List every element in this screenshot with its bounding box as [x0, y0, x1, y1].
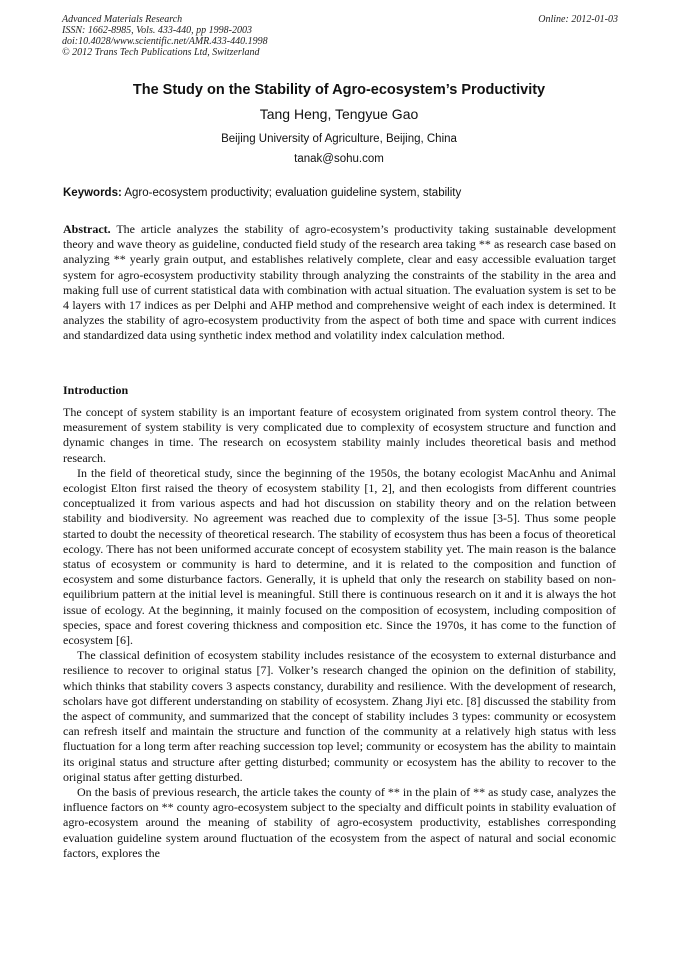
online-date: Online: 2012-01-03: [538, 14, 618, 25]
keywords-text: Agro-ecosystem productivity; evaluation guideline system, stability: [121, 187, 462, 199]
abstract-label: Abstract.: [63, 222, 111, 236]
issn-line: ISSN: 1662-8985, Vols. 433-440, pp 1998-2003: [62, 25, 252, 36]
intro-paragraph: The classical definition of ecosystem stability includes resistance of the ecosystem to external disturbance and resilience to recover to original status [7]. Volker’s research changed the opinion on the definition of stability, which thinks that stability covers 3 aspects constancy, durability and resilience. With the development of research, scholars have got different understanding on stability of ecosystem. Zhang Jiyi etc. [8] discussed the stability from the aspect of community, and summarized that the concept of stability includes 3 types: community or ecosystem can refresh itself and maintain the structure and function of the community at a relatively high status with less fluctuation for a long term after reaching succession top level; community or ecosystem has the ability to maintain its original status and structure after getting disturbed; community or ecosystem has the ability to recover to the original status after getting disturbed.: [63, 648, 616, 784]
author-affiliation: Beijing University of Agriculture, Beijing, China: [221, 133, 457, 145]
introduction-heading: Introduction: [63, 383, 129, 397]
introduction-body: [63, 405, 616, 861]
journal-name: Advanced Materials Research: [62, 14, 183, 25]
intro-paragraph: The concept of system stability is an important feature of ecosystem originated from system control theory. The measurement of system stability is very complicated due to complexity of ecosystem structure and function and dynamic changes in time. The research on ecosystem stability mainly includes theoretical basis and method research.: [63, 405, 616, 465]
abstract: [63, 222, 616, 344]
paper-authors: Tang Heng, Tengyue Gao: [259, 106, 419, 122]
publication-header: [62, 14, 618, 58]
keywords-label: Keywords:: [63, 187, 122, 199]
author-email[interactable]: tanak@sohu.com: [294, 153, 384, 165]
intro-paragraph: On the basis of previous research, the article takes the county of ** in the plain of ** as study case, analyzes the influence factors on ** county agro-ecosystem subject to the specialty and difficult points in stability evaluation of agro-ecosystem around the meaning of stability of agro-ecosystem productivity, establishes corresponding evaluation guideline system around fluctuation of the ecosystem from the aspect of natural and social economic factors, explores the: [63, 785, 616, 860]
abstract-text: The article analyzes the stability of agro-ecosystem’s productivity taking sustainable development theory and wave theory as guideline, conducted field study of the research area taking ** as research case based on analyzing ** yearly grain output, and establishes relatively complete, clear and easy accessible evaluation target system for agro-ecosystem productivity stability through analyzing the constraints of the stability in the area and making full use of current statistical data with combination with actual situation. The evaluation system is set to be 4 layers with 17 indices as per Delphi and AHP method and comprehensive weight of each index is determined. It analyzes the stability of agro-ecosystem productivity from the aspect of both time and space with current indices and standardized data using synthetic index method and volatility index calculation method.: [63, 222, 616, 343]
intro-paragraph: In the field of theoretical study, since the beginning of the 1950s, the botany ecologist MacAnhu and Animal ecologist Elton first raised the theory of ecosystem stability [1, 2], and then ecologists from different countries conceptualized it from various aspects and had hot discussion on stability theory and on the relation between stability and biodiversity. No agreement was reached due to complexity of the issue [3-5]. Thus some people started to doubt the necessity of theoretical research. The stability of ecosystem thus has been a focus of theoretical ecology. There has not been uniformed accurate concept of ecosystem stability yet. The main reason is the balance status of ecosystem or community is hard to determine, and it is related to the composition and function of ecosystem and some disturbance factors. Generally, it is upheld that only the research on stability based on non-equilibrium pattern at the initial level is meaningful. Still there is continuous research on it and it is always the hot issue of ecology. At the beginning, it mainly focused on the composition of ecosystem, including composition of species, space and forest covering thickness and composition etc. Since the 1970s, it has come to the function of ecosystem [6].: [63, 465, 616, 648]
doi-line: doi:10.4028/www.scientific.net/AMR.433-440.1998: [62, 36, 268, 47]
paper-title: The Study on the Stability of Agro-ecosystem’s Productivity: [132, 82, 546, 98]
keywords-line: [63, 187, 617, 199]
copyright-line: © 2012 Trans Tech Publications Ltd, Switzerland: [62, 47, 260, 58]
